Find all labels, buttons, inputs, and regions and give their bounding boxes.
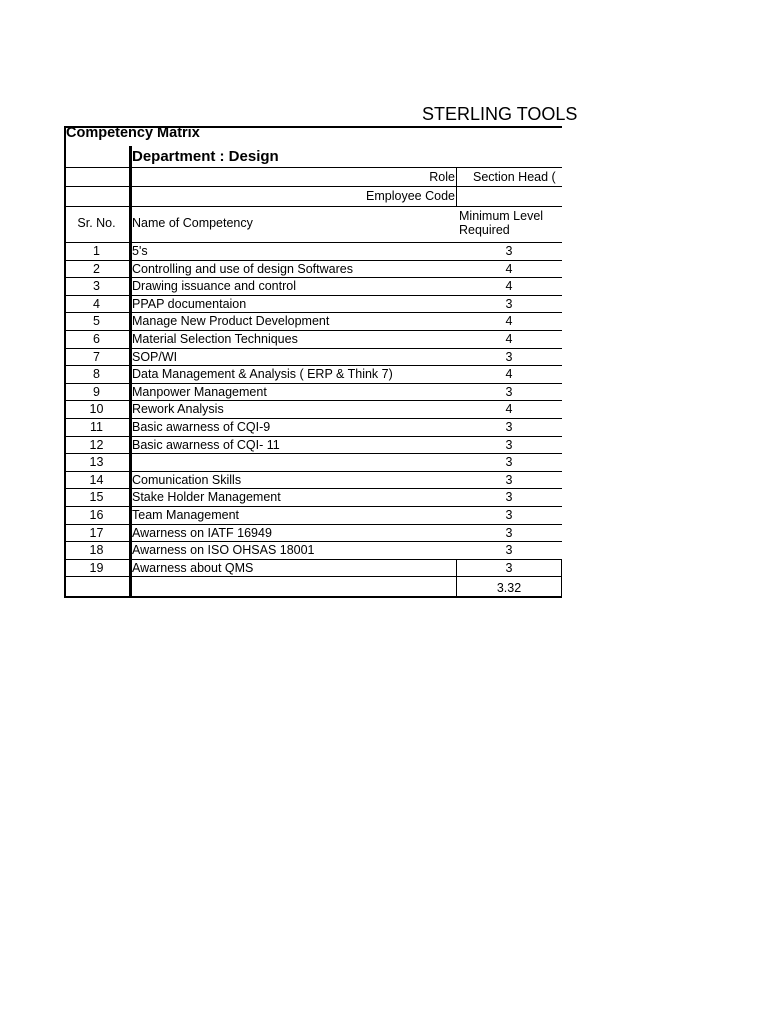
competency-name-cell: Awarness about QMS — [132, 561, 254, 575]
min-level-cell: 3 — [505, 473, 513, 487]
competency-matrix-sheet — [64, 126, 562, 598]
sr-no-cell: 7 — [93, 350, 100, 364]
sr-no-cell: 13 — [89, 455, 104, 469]
sr-no-cell: 19 — [89, 561, 104, 575]
min-level-cell: 3 — [505, 297, 513, 311]
competency-name-cell: SOP/WI — [132, 350, 178, 364]
row-line — [64, 418, 562, 419]
average-level: 3.32 — [496, 581, 522, 595]
row-line — [64, 400, 562, 401]
row-line — [64, 471, 562, 472]
row-line — [64, 383, 562, 384]
row-line — [64, 488, 562, 489]
sr-no-cell: 10 — [89, 402, 104, 416]
row-line — [64, 436, 562, 437]
min-level-cell: 3 — [505, 508, 513, 522]
sr-no-cell: 3 — [93, 279, 100, 293]
company-name: STERLING TOOLS — [422, 104, 578, 124]
competency-name-cell: Data Management & Analysis ( ERP & Think 7) — [132, 367, 393, 381]
min-level-cell: 3 — [505, 244, 513, 258]
min-level-header: Minimum Level — [459, 209, 544, 223]
competency-name-cell: Rework Analysis — [132, 402, 224, 416]
sr-no-cell: 15 — [89, 490, 104, 504]
min-level-cell: 3 — [505, 420, 513, 434]
min-level-header-2: Required — [459, 223, 510, 237]
min-level-cell: 3 — [505, 385, 513, 399]
competency-name-cell: Awarness on IATF 16949 — [132, 526, 272, 540]
competency-name-cell: Manage New Product Development — [132, 314, 330, 328]
row-line — [64, 524, 562, 525]
row-line — [64, 453, 562, 454]
sr-no-cell: 5 — [93, 314, 100, 328]
row-line — [64, 277, 562, 278]
sr-no-cell: 12 — [89, 438, 104, 452]
competency-header: Name of Competency — [132, 216, 253, 230]
grid-line — [64, 206, 562, 207]
sr-no-cell: 1 — [93, 244, 100, 258]
row-line — [64, 348, 562, 349]
sr-no-header: Sr. No. — [77, 216, 116, 230]
min-level-cell: 4 — [505, 279, 513, 293]
sr-no-cell: 8 — [93, 367, 100, 381]
competency-name-cell: 5's — [132, 244, 148, 258]
grid-line — [64, 242, 562, 243]
row-line — [64, 295, 562, 296]
competency-name-cell: Basic awarness of CQI- 11 — [132, 438, 280, 452]
grid-line — [456, 167, 457, 206]
grid-line — [64, 167, 562, 168]
min-level-cell: 3 — [505, 455, 513, 469]
bottom-border — [64, 596, 562, 598]
role-label: Role — [429, 170, 455, 184]
min-level-cell: 4 — [505, 332, 513, 346]
row-line — [64, 365, 562, 366]
sr-no-cell: 18 — [89, 543, 104, 557]
competency-name-cell: Basic awarness of CQI-9 — [132, 420, 271, 434]
min-level-cell: 4 — [505, 314, 513, 328]
sheet-title: Competency Matrix — [66, 125, 200, 141]
min-level-cell: 3 — [505, 526, 513, 540]
min-level-cell: 3 — [505, 561, 513, 575]
competency-name-cell: Drawing issuance and control — [132, 279, 296, 293]
row-line — [64, 576, 562, 577]
row-line — [64, 260, 562, 261]
min-level-cell: 4 — [505, 262, 513, 276]
department-label: Department : Design — [132, 148, 279, 165]
employee-code-label: Employee Code — [366, 189, 455, 203]
sr-no-cell: 4 — [93, 297, 100, 311]
sr-no-cell: 17 — [89, 526, 104, 540]
min-level-cell: 4 — [505, 402, 513, 416]
sr-no-cell: 16 — [89, 508, 104, 522]
role-value: Section Head ( — [473, 170, 556, 184]
competency-name-cell: Awarness on ISO OHSAS 18001 — [132, 543, 315, 557]
row-line — [64, 559, 562, 560]
sr-no-cell: 6 — [93, 332, 100, 346]
min-level-cell: 4 — [505, 367, 513, 381]
row-line — [64, 541, 562, 542]
competency-name-cell: Comunication Skills — [132, 473, 242, 487]
competency-name-cell: Material Selection Techniques — [132, 332, 298, 346]
grid-line — [64, 186, 562, 187]
competency-name-cell: Team Management — [132, 508, 240, 522]
grid-line — [561, 560, 562, 598]
competency-name-cell: Manpower Management — [132, 385, 267, 399]
sr-no-cell: 9 — [93, 385, 100, 399]
min-level-cell: 3 — [505, 543, 513, 557]
row-line — [64, 330, 562, 331]
sr-no-cell: 14 — [89, 473, 104, 487]
min-level-cell: 3 — [505, 490, 513, 504]
sr-no-cell: 2 — [93, 262, 100, 276]
competency-name-cell: Controlling and use of design Softwares — [132, 262, 353, 276]
row-line — [64, 312, 562, 313]
row-line — [64, 506, 562, 507]
min-level-cell: 3 — [505, 350, 513, 364]
competency-name-cell: Stake Holder Management — [132, 490, 281, 504]
sr-no-cell: 11 — [90, 420, 103, 434]
competency-name-cell: PPAP documentaion — [132, 297, 247, 311]
min-level-cell: 3 — [505, 438, 513, 452]
